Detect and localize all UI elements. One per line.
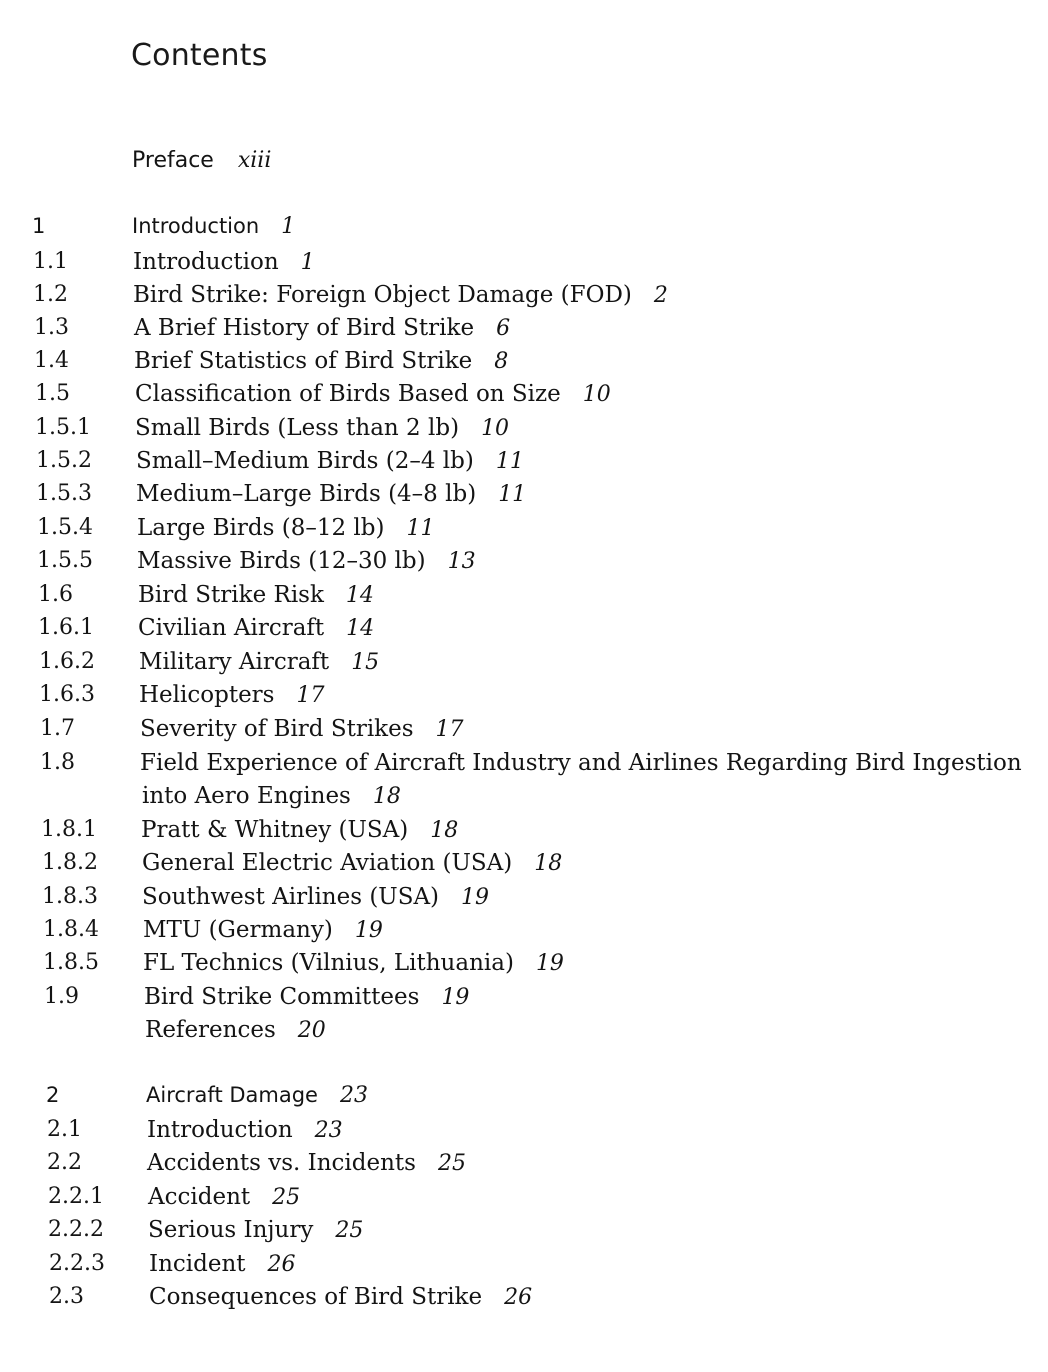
entry-title-line — [137, 515, 434, 541]
entry-title: Incident — [149, 1251, 246, 1277]
entry-title-line — [149, 1284, 532, 1310]
entry-title-line — [134, 315, 510, 341]
page-title: Contents — [131, 38, 268, 73]
entry-title-line — [143, 950, 564, 976]
entry-title-line — [135, 415, 509, 441]
entry-title-line — [149, 1251, 296, 1277]
entry-page: 11 — [498, 482, 527, 507]
entry-title-line — [137, 548, 476, 574]
entry-title: Massive Birds (12–30 lb) — [137, 548, 426, 574]
entry-page: 1 — [281, 214, 296, 239]
entry-title-line — [144, 984, 469, 1010]
entry-number: 1.7 — [40, 716, 75, 741]
entry-title-line — [148, 1217, 363, 1243]
entry-number: 2.2.2 — [48, 1217, 104, 1242]
entry-title-line — [147, 1150, 466, 1176]
entry-page: 19 — [441, 985, 470, 1010]
entry-title: Helicopters — [139, 682, 275, 708]
entry-page: 26 — [267, 1252, 296, 1277]
entry-title: Classification of Birds Based on Size — [135, 381, 561, 407]
entry-number: 1.9 — [44, 984, 79, 1009]
entry-title: General Electric Aviation (USA) — [142, 850, 513, 876]
entry-page: 25 — [437, 1151, 466, 1176]
entry-title-line — [142, 884, 489, 910]
entry-title: Severity of Bird Strikes — [140, 716, 414, 742]
entry-page: 19 — [461, 885, 490, 910]
entry-title: Introduction — [133, 249, 279, 275]
preface-page: xiii — [237, 148, 272, 173]
entry-page: 17 — [296, 683, 325, 708]
entry-number: 2.1 — [47, 1117, 82, 1142]
entry-number: 1.6 — [38, 582, 73, 607]
entry-page: 19 — [354, 918, 383, 943]
entry-page: 17 — [435, 717, 464, 742]
entry-title: Brief Statistics of Bird Strike — [134, 348, 473, 374]
entry-number: 2.2.1 — [48, 1184, 104, 1209]
entry-page: 18 — [430, 818, 459, 843]
entry-title-line — [148, 1184, 300, 1210]
entry-title: MTU (Germany) — [143, 917, 333, 943]
entry-page: 8 — [494, 349, 509, 374]
preface-entry — [132, 148, 271, 173]
entry-page: 10 — [481, 416, 510, 441]
preface-title: Preface — [132, 148, 214, 173]
entry-number: 1.4 — [34, 348, 69, 373]
entry-page: 11 — [495, 449, 524, 474]
entry-number: 2 — [46, 1083, 60, 1107]
entry-page: 18 — [534, 851, 563, 876]
entry-page: 13 — [447, 549, 476, 574]
entry-page: 1 — [300, 250, 315, 275]
entry-title-line — [136, 481, 526, 507]
entry-title: Aircraft Damage — [146, 1083, 318, 1107]
entry-number: 2.2.3 — [49, 1251, 105, 1276]
entry-title: Accident — [148, 1184, 251, 1210]
entry-page: 14 — [346, 616, 375, 641]
entry-title: Consequences of Bird Strike — [149, 1284, 483, 1310]
entry-title: Serious Injury — [148, 1217, 314, 1243]
entry-page: 15 — [351, 650, 380, 675]
entry-number: 1.5.5 — [37, 548, 93, 573]
entry-title-line — [140, 716, 464, 742]
entry-title: Military Aircraft — [139, 649, 330, 675]
entry-page: 23 — [339, 1083, 368, 1108]
entry-title-line — [143, 917, 383, 943]
entry-page: 14 — [345, 583, 374, 608]
entry-number: 1.5.4 — [37, 515, 93, 540]
entry-number: 2.2 — [47, 1150, 82, 1175]
entry-title-line — [140, 750, 1022, 776]
entry-number: 1.8.3 — [42, 884, 98, 909]
entry-title-line — [139, 649, 379, 675]
entry-number: 1.1 — [33, 249, 68, 274]
entry-number: 1.8.1 — [41, 817, 97, 842]
entry-title-line — [134, 348, 508, 374]
entry-title: Field Experience of Aircraft Industry and Airlines Regarding Bird Ingestion — [140, 750, 1022, 776]
entry-title: Bird Strike Risk — [138, 582, 324, 608]
entry-title-line — [142, 850, 562, 876]
entry-page: 25 — [335, 1218, 364, 1243]
entry-title: Introduction — [132, 214, 260, 238]
entry-page: 26 — [504, 1285, 533, 1310]
entry-number: 2.3 — [49, 1284, 84, 1309]
entry-title: Southwest Airlines (USA) — [142, 884, 440, 910]
entry-title: Large Birds (8–12 lb) — [137, 515, 385, 541]
entry-number: 1.6.2 — [39, 649, 95, 674]
entry-title-continuation — [142, 783, 401, 809]
entry-number: 1.8.2 — [42, 850, 98, 875]
entry-page: 11 — [406, 516, 435, 541]
entry-page: 10 — [582, 382, 611, 407]
entry-title-line — [146, 1083, 368, 1108]
entry-page: 19 — [535, 951, 564, 976]
entry-number: 1.5.3 — [36, 481, 92, 506]
entry-number: 1.3 — [34, 315, 69, 340]
entry-page: 25 — [272, 1185, 301, 1210]
entry-number: 1.8.5 — [43, 950, 99, 975]
entry-page: 2 — [653, 283, 668, 308]
entry-title: into Aero Engines — [142, 783, 351, 809]
entry-title: Bird Strike Committees — [144, 984, 420, 1010]
entry-title: Introduction — [147, 1117, 293, 1143]
entry-number: 1.2 — [33, 282, 68, 307]
entry-page: 23 — [314, 1118, 343, 1143]
entry-title: FL Technics (Vilnius, Lithuania) — [143, 950, 514, 976]
entry-number: 1.8.4 — [43, 917, 99, 942]
entry-title-line — [138, 582, 374, 608]
entry-title-line — [141, 817, 458, 843]
entry-title: Civilian Aircraft — [138, 615, 325, 641]
entry-title-line — [139, 682, 324, 708]
entry-page: 18 — [372, 784, 401, 809]
entry-number: 1.6.1 — [38, 615, 94, 640]
entry-title-line — [145, 1017, 326, 1043]
entry-title-line — [147, 1117, 343, 1143]
entry-title-line — [136, 448, 524, 474]
entry-title: Medium–Large Birds (4–8 lb) — [136, 481, 477, 507]
entry-page: 6 — [496, 316, 511, 341]
entry-number: 1.6.3 — [39, 682, 95, 707]
entry-title-line — [132, 214, 295, 239]
entry-title-line — [138, 615, 374, 641]
entry-number: 1.5.2 — [36, 448, 92, 473]
entry-title: A Brief History of Bird Strike — [134, 315, 475, 341]
entry-title: Pratt & Whitney (USA) — [141, 817, 409, 843]
entry-title: Accidents vs. Incidents — [147, 1150, 416, 1176]
entry-title: Small Birds (Less than 2 lb) — [135, 415, 460, 441]
entry-number: 1.8 — [40, 750, 75, 775]
entry-page: 20 — [297, 1018, 326, 1043]
entry-number: 1 — [32, 214, 46, 238]
entry-title: Small–Medium Birds (2–4 lb) — [136, 448, 474, 474]
entry-title: References — [145, 1017, 276, 1043]
entry-title-line — [135, 381, 611, 407]
entry-number: 1.5.1 — [35, 415, 91, 440]
entry-title-line — [133, 249, 315, 275]
entry-number: 1.5 — [35, 381, 70, 406]
entry-title-line — [133, 282, 668, 308]
entry-title: Bird Strike: Foreign Object Damage (FOD) — [133, 282, 632, 308]
